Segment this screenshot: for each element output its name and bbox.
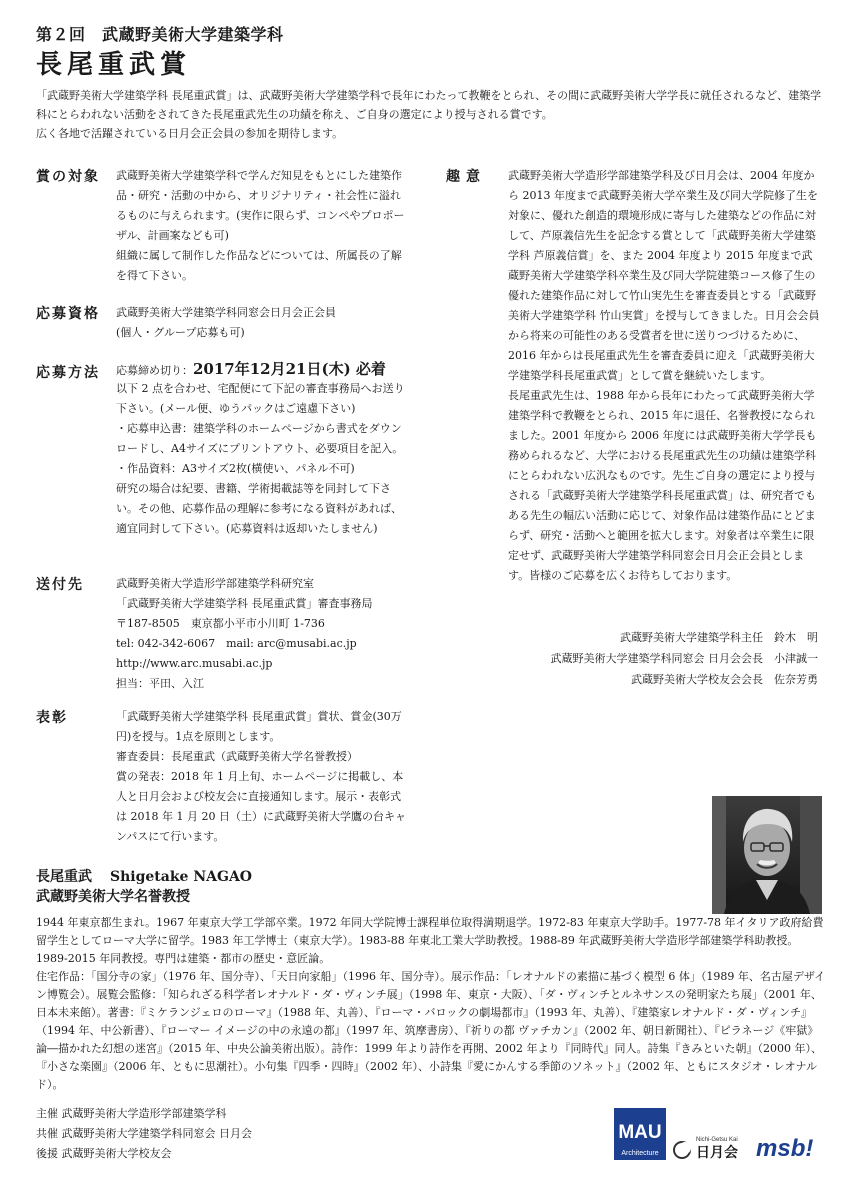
page-subtitle: 第２回 武蔵野美術大学建築学科: [36, 25, 284, 44]
eligibility-heading: 応募資格: [36, 306, 100, 322]
mau-logo: [614, 1108, 666, 1160]
purpose-body: 武蔵野美術大学造形学部建築学科及び日月会は、2004 年度から 2013 年度まで武蔵野美術大学卒業生及び同大学院修了生を対象に、優れた創造的環境形成に寄与した建築などの作品に対して、芦原義信先生を記念する賞として「武蔵野美術大学建築学科 芦原義信賞」を、また 2004 年度より 2015 年度まで武蔵野美術大学建築学科卒業生及び同大学院建築コース修了生の優れた建築作品に対して竹山実先生を審査委員とする「武蔵野美術大学建築学科 竹山実賞」を授与してきました。日月会会員から将来の可能性のある受賞者を世に送りつづけるために、2016 年からは長尾重武先生を審査委員に迎え「武蔵野美術大学建築学科長尾重武賞」として賞を継続いたします。 長尾重武先生は、1988 年から長年にわたって武蔵野美術大学建築学科で教鞭をとられ、2015 年に退任、名誉教授になられました。2001 年度から 2006 年度には武蔵野美術大学学長も務められるなど、大学における長尾重武先生の功績は建築学科にとらわれない広汎なものです。先生ご自身の選定により授与される「武蔵野美術大学建築学科長尾重武賞」は、研究者でもある先生の幅広い活動に応じて、対象作品は建築作品にとどまらず、研究・活動へと範囲を拡大します。対象者は卒業生に限定せず、武蔵野美術大学建築学科同窓会日月会正会員とします。皆様のご応募を広くお待ちしております。: [508, 169, 820, 582]
mau-logo-sub: Architecture: [621, 1150, 659, 1157]
deadline-line: [116, 358, 416, 379]
nichigetsu-text: 日月会: [696, 1145, 738, 1161]
send-to-body: 武蔵野美術大学造形学部建築学科研究室 「武蔵野美術大学建築学科 長尾重武賞」審査事務局 〒187-8505 東京都小平市小川町 1-736 tel: 042-342-6067 mail: arc@musabi.ac.jp http://www.arc.musabi.ac.jp 担当：平田、入江: [116, 577, 373, 690]
bio-name-ja: 長尾重武: [36, 869, 92, 885]
nichigetsu-small: Nichi-Getsu Kai: [696, 1137, 738, 1143]
target-body: 武蔵野美術大学建築学科で学んだ知見をもとにした建築作品・研究・活動の中から、オリジナリティ・社会性に溢れるものに与えられます。(実作に限らず、コンペやプロポーザル、計画案なども可) 組織に属して制作した作品などについては、所属長の了解を得て下さい。: [116, 169, 405, 282]
bio-text: 1944 年東京都生まれ。1967 年東京大学工学部卒業。1972 年同大学院博士課程単位取得満期退学。1972-83 年東京大学助手。1977-78 年イタリア政府給費留学生としてローマ大学に留学。1983 年工学博士（東京大学）。1983-88 年東北工業大学助教授。1988-89 年武蔵野美術大学造形学部建築学科助教授。1989-2015 年同教授。専門は建築・都市の歴史・意匠論。 住宅作品：「国分寺の家」（1976 年、国分寺）、「天日向家船」（1996 年、国分寺）。展示作品：「レオナルドの素描に基づく模型 6 体」（1989 年、名古屋デザイン博覧会）。展覧会監修：「知られざる科学者レオナルド・ダ・ヴィンチ展」（1998 年、東京・大阪）、「ダ・ヴィンチとルネサンスの発明家たち展」（2001 年、日本未来館）。著書：『ミケランジェロのローマ』（1988 年、丸善）、『ローマ・バロックの劇場都市』（1993 年、丸善）、『建築家レオナルド・ダ・ヴィンチ』（1994 年、中公新書）、『ローマー イメージの中の永遠の都』（1997 年、筑摩書房）、『祈りの都 ヴァチカン』（2002 年、朝日新聞社）、『ピラネージ《牢獄》論―描かれた幻想の迷宮』（2015 年、中央公論美術出版）。詩作：1999 年より詩作を再開、2002 年より『同時代』同人。詩集『きみといた朝』（2000 年）、『小さな楽園』（2006 年、ともに思潮社）。小句集『四季・四時』（2002 年）、小詩集『愛にかんする季節のソネット』（2002 年、ともにスタジオ・レオナルド）。: [36, 916, 826, 1091]
award-body: 「武蔵野美術大学建築学科 長尾重武賞」賞状、賞金(30万円)を授与。1点を原則とします。 審査委員：長尾重武（武蔵野美術大学名誉教授） 賞の発表：2018 年 1 月上旬、ホームページに掲載し、本人と日月会および校友会に直接通知します。展示・表彰式は 2018 年 1 月 20 日（土）に武蔵野美術大学鷹の台キャンパスにて行います。: [116, 710, 406, 843]
bio-name-en: Shigetake NAGAO: [110, 869, 252, 885]
page-title: 長尾重武賞: [36, 50, 192, 80]
method-heading: 応募方法: [36, 365, 100, 381]
eligibility-body: 武蔵野美術大学建築学科同窓会日月会正会員 (個人・グループ応募も可): [116, 306, 336, 339]
target-heading: 賞の対象: [36, 169, 100, 185]
deadline-date: 2017年12月21日(木) 必着: [193, 360, 386, 378]
credits: 主催 武蔵野美術大学造形学部建築学科 共催 武蔵野美術大学建築学科同窓会 日月会 後援 武蔵野美術大学校友会: [36, 1107, 252, 1160]
intro-text: 「武蔵野美術大学建築学科 長尾重武賞」は、武蔵野美術大学建築学科で長年にわたって教鞭をとられ、その間に武蔵野美術大学学長に就任されるなど、建築学科にとらわれない活動をされてきた長尾重武先生の功績を称え、ご自身の選定により授与される賞です。 広く各地で活躍されている日月会正会員の参加を期待します。: [36, 89, 822, 140]
bio-name: [36, 866, 252, 886]
nichigetsu-logo: [672, 1132, 752, 1162]
send-to-heading: 送付先: [36, 577, 84, 593]
deadline-label: 応募締め切り：: [116, 364, 193, 377]
msb-logo: [754, 1132, 822, 1162]
bio-role: 武蔵野美術大学名誉教授: [36, 889, 190, 905]
portrait-photo: [712, 796, 822, 914]
signatures: 武蔵野美術大学建築学科主任 鈴木 明 武蔵野美術大学建築学科同窓会 日月会会長 小津誠一 武蔵野美術大学校友会会長 佐奈芳勇: [550, 631, 818, 686]
msb-logo-text: msb!: [756, 1135, 814, 1162]
award-heading: 表彰: [36, 710, 68, 726]
mau-logo-text: MAU: [618, 1122, 662, 1143]
method-body: 以下 2 点を合わせ、宅配便にて下記の審査事務局へお送り下さい。(メール便、ゆうパックはご遠慮下さい) ・応募申込書：建築学科のホームページから書式をダウンロードし、A4サイズにプリントアウト、必要項目を記入。 ・作品資料：A3サイズ2枚(横使い、パネル不可) 研究の場合は紀要、書籍、学術掲載誌等を同封して下さい。その他、応募作品の理解に参考になる資料があれば、適宜同封して下さい。(応募資料は返却いたしません): [116, 382, 405, 535]
purpose-heading: 趣意: [446, 169, 486, 185]
